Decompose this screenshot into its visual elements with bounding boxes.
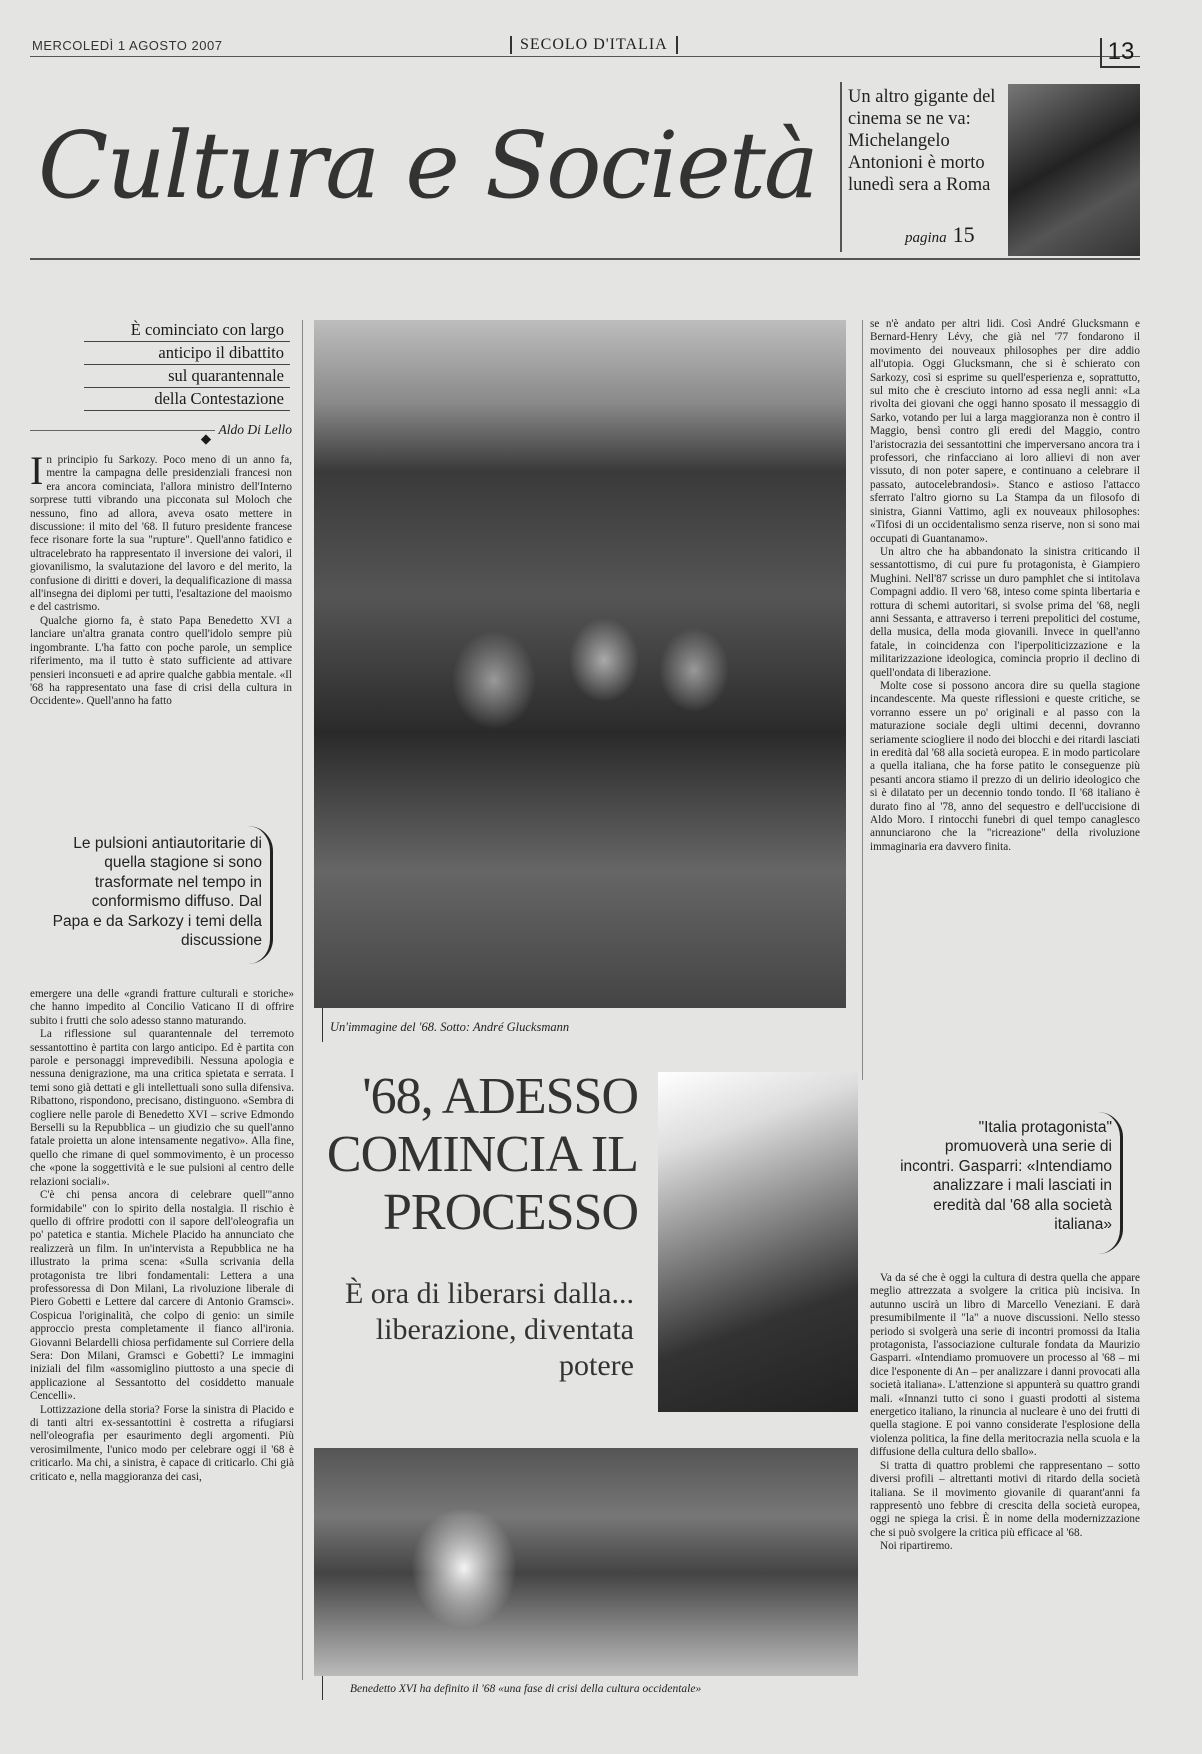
headline: '68, ADESSO COMINCIA IL PROCESSO — [326, 1068, 638, 1241]
article-column-3-top — [870, 318, 1140, 1084]
kicker-line: sul quarantennale — [84, 365, 290, 388]
promo-text: Un altro gigante del cinema se ne va: Michelangelo Antonioni è morto lunedì sera a Roma — [848, 87, 996, 195]
paragraph: Qualche giorno fa, è stato Papa Benedetto XVI a lanciare un'altra granata contro quell'idolo sempre più ingombrante. L'ha fatto con poche parole, un semplice riferimento, ma il tutto è stato sufficiente ad attivare pensieri inconsueti e ad aprire qualche gabbia mentale. «Il '68 ha rappresentato una fase di crisi della cultura in Occidente». Quell'anno ha fatto — [30, 614, 292, 708]
paragraph: Molte cose si possono ancora dire su quella stagione incandescente. Ma queste riflessioni e queste critiche, se vorranno essere un po' originali e al passo con la maturazione sociale degli ultimi decenni, dovranno seriamente sciogliere il nodo dei blocchi e dei ritardi lasciati in eredità dal '68 alla società europea. E in modo particolare a quella italiana, che ha forse patito le conseguenze più pesanti ancora stiamo il prezzo di un delirio ideologico che si è dilatato per un decennio tondo tondo. Il '68 italiano è durato fino al '78, anno del sequestro e dell'uccisione di Aldo Moro. I rintocchi funebri di quel tempo canaglesco annunciarono che la "ricreazione" della rivoluzione immaginaria era davvero finita. — [870, 679, 1140, 853]
promo-page-label: pagina — [905, 230, 947, 246]
paragraph: Un altro che ha abbandonato la sinistra criticando il sessantottismo, di cui pure fu protagonista, è Giampiero Mughini. Nell'87 scrisse un duro pamphlet che si intitolava Compagni addio. Il vero '68, inteso come spinta libertaria e rottura di schemi autoritari, si svolse prima del '68, negli anni Sessanta, e attraverso i terreni prepolitici del costume, della musica, della moda giovanili. Invece in quell'anno fatale, in coincidenza con l'iperpoliticizzazione e la militarizzazione ideologica, comincia proprio il declino di quell'ondata di liberazione. — [870, 545, 1140, 679]
masthead: SECOLO D'ITALIA — [510, 36, 678, 54]
paragraph: emergere una delle «grandi fratture culturali e storiche» che hanno impedito al Concilio Vaticano II di offrire subito i frutti che solo adesso stanno maturando. — [30, 988, 294, 1027]
subheadline: È ora di liberarsi dalla... liberazione, diventata potere — [344, 1277, 634, 1382]
issue-date: MERCOLEDÌ 1 AGOSTO 2007 — [32, 38, 223, 53]
article-column-3-bottom — [870, 1272, 1140, 1696]
pope-photo — [314, 1448, 858, 1676]
article-column-1-top — [30, 454, 292, 802]
paragraph: Lottizzazione della storia? Forse la sinistra di Placido e di tanti altri ex-sessantottini è costretta a rifugiarsi nell'oleografia per esaurimento degli argomenti. Più verosimilmente, l'unico modo per celebrare oggi il '68 è criticarlo. Ma chi, a sinistra, è capace di criticarlo. Chi già criticato e, nella maggioranza dei casi, — [30, 1403, 294, 1483]
antonioni-photo — [1008, 84, 1140, 256]
photo-caption-main: Un'immagine del '68. Sotto: André Glucksmann — [330, 1020, 570, 1034]
paragraph: n principio fu Sarkozy. Poco meno di un anno fa, mentre la campagna delle presidenziali francesi non era ancora cominciata, l'allora ministro dell'Interno sorprese tutti vibrando una picconata sul Moloch che nessuno, fino ad allora, aveva osato mettere in discussione: il mito del '68. Il futuro presidente francese fece risonare forte la sua "rupture". Quell'anno fatidico e ultracelebrato ha rappresentato il inversione dei valori, il giovanilismo, la svalutazione del lavoro e del merito, la confusione di diritti e doveri, la dequalificazione di massa all'insegna dei diplomi per tutti, l'esaltazione del maoismo e del castrismo. — [30, 454, 292, 614]
paragraph: Va da sé che è oggi la cultura di destra quella che appare meglio attrezzata a svolgere la critica più incisiva. In autunno uscirà un libro di Marcello Veneziani. E darà presumibilmente il "la" a nuove discussioni. Nello stesso periodo si svolgerà una serie di incontri promossi da Italia protagonista, l'associazione culturale fondata da Maurizio Gasparri. «Intendiamo promuovere un processo al '68 – mi dice l'esponente di An – per analizzare i danni provocati alla società italiana». L'attenzione si appunterà su quattro grandi mali. «Innanzi tutto ci sono i guasti prodotti al sistema energetico italiano, la rinuncia al nucleare è uno dei frutti di quella stagione. E poi vanno considerate l'esplosione della violenza politica, la fine della meritocrazia nella scuola e la diffusione della cultura dello sballo». — [870, 1272, 1140, 1459]
paragraph: Noi ripartiremo. — [880, 1540, 953, 1553]
paragraph: Si tratta di quattro problemi che rappresentano – sotto diversi profili – altrettanti motivi di ritardo della società italiana. Se il movimento giovanile di quarant'anni fa rappresentò uno febbre di crescita della società europea, oggi ne spiega la crisi. È in nome della modernizzazione che si può svolgere la critica più efficace al '68. — [870, 1459, 1140, 1539]
page-number: 13 — [1100, 38, 1140, 68]
header-rule — [30, 56, 1140, 57]
promo-divider — [840, 82, 842, 252]
kicker-line: È cominciato con largo — [84, 319, 290, 342]
pull-quote-bracket — [248, 826, 273, 964]
drop-cap: I — [30, 454, 44, 493]
header-bottom-rule — [30, 258, 1140, 260]
pull-quote-bracket — [1098, 1112, 1123, 1254]
protest-photo — [314, 320, 846, 1008]
promo-page-ref — [905, 222, 975, 248]
caption-rule — [322, 1008, 323, 1042]
kicker — [84, 319, 290, 411]
kicker-line: anticipo il dibattito — [84, 342, 290, 365]
paragraph: se n'è andato per altri lidi. Così André Glucksmann e Bernard-Henry Lévy, che già nel '77 fondarono il movimento dei nouveaux philosophes per dire addio all'utopia. Oggi Glucksmann, che si è schierato con Sarkozy, così si esprime su quell'esperienza e, soprattutto, sul mito che è cresciuto intorno ad essa negli anni: «La rivolta dei giovani che oggi hanno sposato il messaggio di Sarko, votando per lui a larga maggioranza non è contro il Maggio, bensì contro gli eredi del Maggio, contro l'aristocrazia dei sessantottini che imperversano ancora tra i professori, che rinfacciano ai loro allievi di non aver vissuto, di non poter sapere, e continuano a celebrare il passato, autocelebrandosi». Stanco e astioso l'attacco sferrato l'altro giorno su La Stampa da un filosofo di sinistra, Gianni Vattimo, agli ex nouveaux philosophes: «Tifosi di un occidentalismo senza riserve, non si sono mai occupati di Guantanamo». — [870, 318, 1140, 545]
promo-page-number: 15 — [952, 222, 975, 247]
column-divider — [862, 320, 863, 1080]
section-title: Cultura e Società — [38, 112, 817, 219]
paragraph: C'è chi pensa ancora di celebrare quell'"anno formidabile" con lo spirito della nostalgia. Il rischio è quello di offrire prodotti con il sapore dell'oleografia un po' patetica e stantia. Michele Placido ha annunciato che realizzerà un film. In un'intervista a Repubblica ne ha illustrato la prima scena: «Sulla scrivania della protagonista tre libri fondamentali: Lettera a una professoressa di Don Milani, La rivoluzione liberale di Piero Gobetti e Lettere dal carcere di Antonio Gramsci». Cospicua l'originalità, che colpo di genio: un simile approccio presta completamente il fianco all'ironia. Giovanni Belardelli chiosa perfidamente sul Corriere della Sera: Don Milani, Gramsci e Gobetti? Le immagini iniziali del film «assomiglino piuttosto a una specie di applicazione al Sessantotto del cosiddetto manuale Cencelli». — [30, 1189, 294, 1403]
paragraph: La riflessione sul quarantennale del terremoto sessantottino è partita con largo anticipo. Ed è partita con parole e personaggi imprevedibili. Nessuna apologia e nessuna denigrazione, ma una critica spietata e serrata. I temi sono già dettati e gli intellettuali sono sulla difensiva. Ribattono, rispondono, precisano, distinguono. «Sembra di cogliere nelle parole di Benedetto XVI – scrive Edmondo Berselli su la Repubblica – un giudizio che su quell'anno fatale proietta un alone intensamente negativo». Alla fine, quello che rimane di quel sommovimento, è un processo che «pone la soggettività e le sue pulsioni al centro delle relazioni sociali». — [30, 1028, 294, 1188]
glucksmann-photo — [658, 1072, 858, 1412]
pull-quote-right: "Italia protagonista" promuoverà una serie di incontri. Gasparri: «Intendiamo analizzare i mali lasciati in eredità dal '68 alla società italiana» — [900, 1119, 1112, 1234]
caption-rule — [322, 1676, 323, 1700]
kicker-line: della Contestazione — [84, 388, 290, 411]
column-divider — [302, 320, 303, 1680]
photo-caption-pope: Benedetto XVI ha definito il '68 «una fase di crisi della cultura occidentale» — [350, 1683, 702, 1695]
pull-quote-left: Le pulsioni antiautoritarie di quella stagione si sono trasformate nel tempo in conformismo diffuso. Dal Papa e da Sarkozy i temi della discussione — [52, 835, 262, 950]
author-name: Aldo Di Lello — [215, 422, 293, 437]
byline: ◆ Aldo Di Lello — [30, 430, 292, 447]
article-column-1-bottom — [30, 988, 294, 1678]
